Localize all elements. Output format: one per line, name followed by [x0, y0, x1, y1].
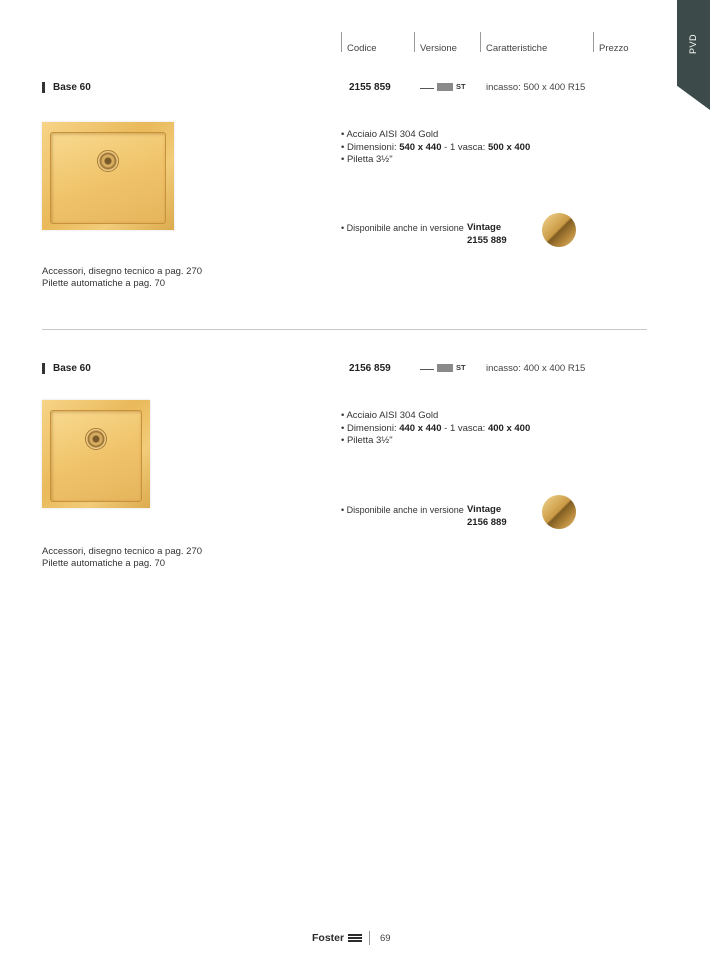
column-header-versione: Versione [420, 43, 457, 54]
version-line [420, 369, 434, 371]
column-separator [414, 32, 415, 52]
brand-logo-mark [348, 934, 362, 942]
availability-text: • Disponibile anche in versione [341, 223, 464, 233]
dimensions-prefix: • Dimensioni: [341, 141, 400, 153]
feature-material: • Acciaio AISI 304 Gold [341, 410, 439, 421]
column-header-caratteristiche: Caratteristiche [486, 43, 548, 54]
column-separator [341, 32, 342, 52]
feature-drain: • Piletta 3½" [341, 435, 393, 446]
version-indicator [420, 363, 466, 372]
section-divider [42, 329, 647, 330]
dimensions-mid: - 1 vasca: [441, 141, 488, 153]
accessories-note [42, 546, 202, 570]
version-label: ST [456, 363, 466, 372]
feature-drain: • Piletta 3½" [341, 154, 393, 165]
sink-drain [85, 428, 107, 450]
incasso-dimensions: incasso: 400 x 400 R15 [486, 363, 586, 374]
product-code: 2155 859 [349, 82, 391, 93]
section-tab-label: PVD [688, 33, 698, 55]
version-line [420, 88, 434, 90]
version-block [437, 364, 453, 372]
product-code: 2156 859 [349, 363, 391, 374]
column-separator [593, 32, 594, 52]
availability-code: 2155 889 [467, 235, 507, 246]
version-block [437, 83, 453, 91]
feature-material: • Acciaio AISI 304 Gold [341, 129, 439, 140]
dimensions-bowl: 500 x 400 [487, 141, 531, 153]
vintage-finish-swatch [542, 495, 576, 529]
page-number: 69 [380, 933, 391, 944]
title-marker [42, 82, 45, 93]
footer-separator [369, 931, 370, 945]
title-marker [42, 363, 45, 374]
availability-code: 2156 889 [467, 517, 507, 528]
column-header-prezzo: Prezzo [599, 43, 629, 54]
vintage-finish-swatch [542, 213, 576, 247]
version-indicator [420, 82, 466, 91]
sink-basin [50, 132, 166, 224]
version-label: ST [456, 82, 466, 91]
accessories-line: Pilette automatiche a pag. 70 [42, 278, 166, 289]
brand-logo [312, 932, 362, 944]
sink-basin [50, 410, 142, 502]
dimensions-bowl: 400 x 400 [487, 422, 531, 434]
accessories-line: Accessori, disegno tecnico a pag. 270 [42, 266, 203, 277]
availability-name: Vintage [467, 222, 502, 233]
dimensions-outer: 440 x 440 [399, 422, 442, 434]
feature-dimensions [341, 142, 530, 155]
availability-text: • Disponibile anche in versione [341, 505, 464, 515]
feature-list [341, 410, 530, 448]
sink-drain [97, 150, 119, 172]
section-tab [677, 0, 710, 110]
feature-list [341, 129, 530, 167]
dimensions-prefix: • Dimensioni: [341, 422, 400, 434]
accessories-line: Pilette automatiche a pag. 70 [42, 558, 166, 569]
availability-name: Vintage [467, 504, 502, 515]
feature-dimensions [341, 423, 530, 436]
brand-name: Foster [312, 932, 345, 944]
sink-image [42, 400, 150, 508]
column-separator [480, 32, 481, 52]
dimensions-mid: - 1 vasca: [441, 422, 488, 434]
column-header-codice: Codice [347, 43, 377, 54]
dimensions-outer: 540 x 440 [399, 141, 442, 153]
incasso-dimensions: incasso: 500 x 400 R15 [486, 82, 586, 93]
product-title: Base 60 [53, 82, 91, 93]
sink-image [42, 122, 174, 230]
accessories-note [42, 266, 202, 290]
accessories-line: Accessori, disegno tecnico a pag. 270 [42, 546, 203, 557]
product-title: Base 60 [53, 363, 91, 374]
